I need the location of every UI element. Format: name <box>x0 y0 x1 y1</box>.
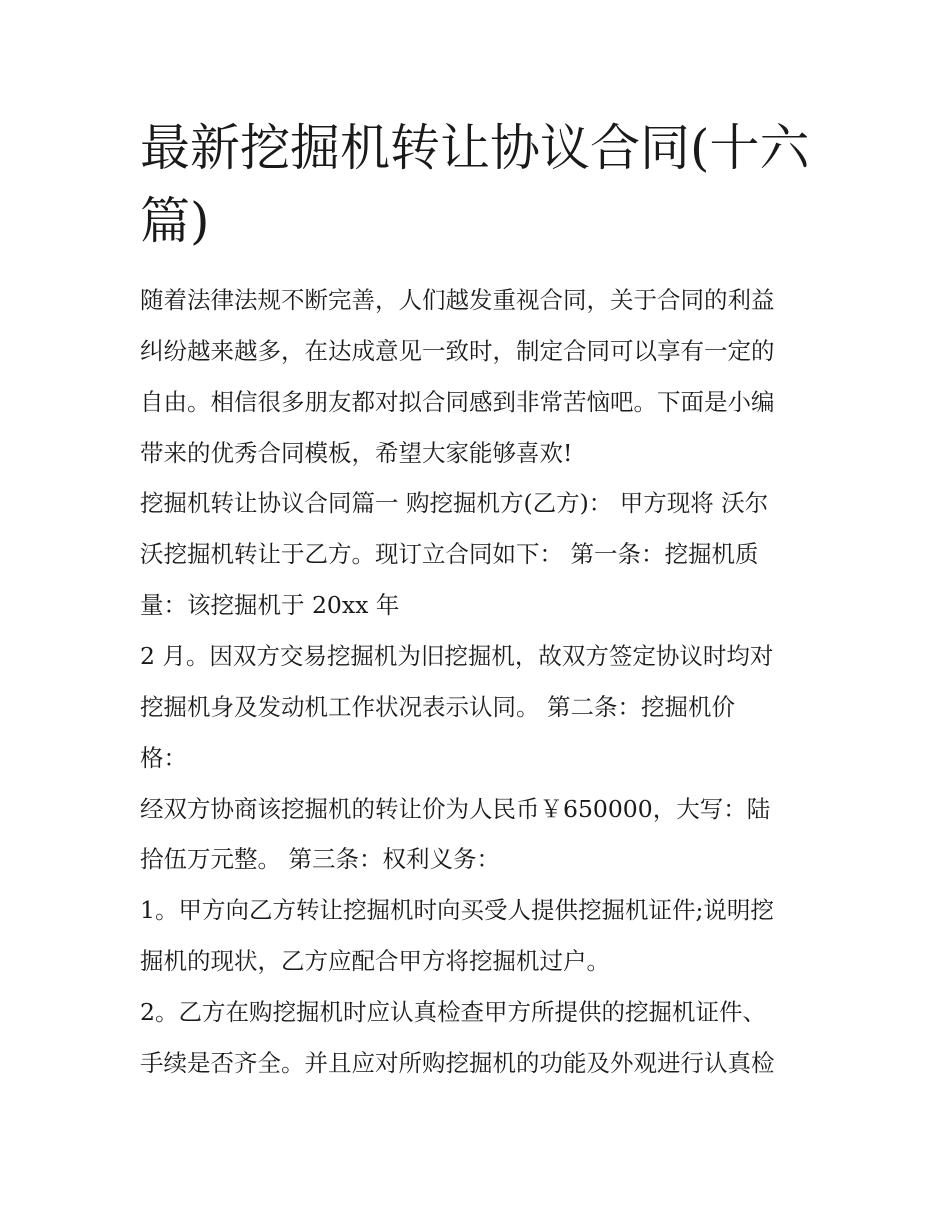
text-line: 格： <box>140 744 187 772</box>
text-line: 拾伍万元整。 第三条：权利义务： <box>140 845 500 873</box>
text-line: 挖掘机转让协议合同篇一 购挖掘机方(乙方)： 甲方现将 沃尔 <box>140 489 769 517</box>
title-line-1: 最新挖掘机转让协议合同(十六 <box>140 119 810 177</box>
text-line: 2 月。因双方交易挖掘机为旧挖掘机，故双方签定协议时均对 <box>140 642 774 670</box>
text-line: 手续是否齐全。并且应对所购挖掘机的功能及外观进行认真检 <box>140 1049 775 1077</box>
text-line: 1。甲方向乙方转让挖掘机时向买受人提供挖掘机证件;说明挖 <box>140 896 774 924</box>
document-title <box>140 112 830 258</box>
text-line: 沃挖掘机转让于乙方。现订立合同如下： 第一条：挖掘机质 <box>140 540 759 568</box>
text-line: 挖掘机身及发动机工作状况表示认同。 第二条：挖掘机价 <box>140 693 735 721</box>
text-line: 随着法律法规不断完善，人们越发重视合同，关于合同的利益 <box>140 286 775 314</box>
text-line: 2。乙方在购挖掘机时应认真检查甲方所提供的挖掘机证件、 <box>140 998 766 1026</box>
text-line: 纠纷越来越多，在达成意见一致时，制定合同可以享有一定的 <box>140 337 775 365</box>
text-line: 掘机的现状，乙方应配合甲方将挖掘机过户。 <box>140 947 610 975</box>
text-line: 带来的优秀合同模板，希望大家能够喜欢! <box>140 439 573 467</box>
text-line: 自由。相信很多朋友都对拟合同感到非常苦恼吧。下面是小编 <box>140 388 775 416</box>
text-line: 经双方协商该挖掘机的转让价为人民币￥650000，大写：陆 <box>140 795 771 823</box>
title-line-2: 篇) <box>140 192 210 250</box>
text-line: 量：该挖掘机于 20xx 年 <box>140 591 400 619</box>
